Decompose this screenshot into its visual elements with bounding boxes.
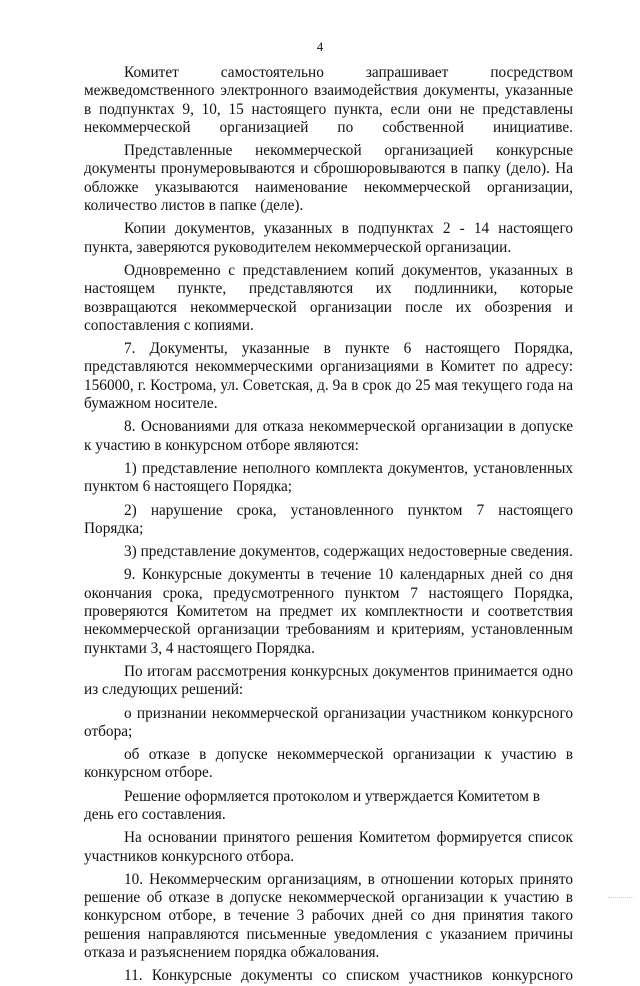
list-item-decision-refuse: об отказе в допуске некоммерческой организации к участию в конкурсном отборе.: [84, 746, 573, 782]
paragraph-item-11-start: 11. Конкурсные документы со списком участников конкурсного: [124, 967, 573, 985]
paragraph-decisions-intro: По итогам рассмотрения конкурсных документов принимается одно из следующих решений:: [84, 662, 573, 699]
paragraph-item-10-notice: 10. Некоммерческим организациям, в отношении которых принято решение об отказе в допуске некоммерческой организации к участию в конкурсном отборе, в течение 3 рабочих дней со дня принятия такого решения направляются письменные уведомления с указанием причины отказа и разъяснением порядка обжалования.: [84, 870, 573, 962]
paragraph-item-9-review: 9. Конкурсные документы в течение 10 календарных дней со дня окончания срока, предусмотренного пунктом 7 настоящего Порядка, проверяются Комитетом на предмет их комплектности и соответствия некоммерческой организации требованиям и критериям, установленным пунктами 3, 4 настоящего Порядка.: [84, 566, 573, 657]
document-body: [84, 64, 573, 986]
paragraph-participants-list: На основании принятого решения Комитетом формируется список участников конкурсного отбора.: [84, 829, 573, 865]
list-item-ground-1: 1) представление неполного комплекта документов, установленных пунктом 6 настоящего Порядка;: [84, 459, 573, 496]
scan-artifact: [608, 897, 634, 902]
page-number: 4: [316, 39, 324, 54]
list-item-decision-admit: о признании некоммерческой организации участником конкурсного отбора;: [84, 704, 573, 740]
paragraph-copies-certified: Копии документов, указанных в подпунктах 2 - 14 настоящего пункта, заверяются руководителем некоммерческой организации.: [84, 220, 573, 256]
list-item-ground-2: 2) нарушение срока, установленного пунктом 7 настоящего Порядка;: [84, 501, 573, 537]
paragraph-documents-numbered: Представленные некоммерческой организацией конкурсные документы пронумеровываются и сброшюровываются в папку (дело). На обложке указываются наименование некоммерческой организации, количество листов в папке (деле).: [84, 142, 573, 215]
paragraph-decision-protocol: Решение оформляется протоколом и утверждается Комитетом в день его составления.: [84, 787, 541, 823]
list-item-ground-3: 3) представление документов, содержащих недостоверные сведения.: [124, 543, 573, 561]
paragraph-item-7-address: 7. Документы, указанные в пункте 6 настоящего Порядка, представляются некоммерческими организациями в Комитет по адресу: 156000, г. Кострома, ул. Советская, д. 9а в срок до 25 мая текущего года на бумажном носителе.: [84, 340, 573, 413]
paragraph-item-8-grounds: 8. Основаниями для отказа некоммерческой организации в допуске к участию в конкурсном отборе являются:: [84, 418, 573, 454]
paragraph-committee-requests: Комитет самостоятельно запрашивает посредством межведомственного электронного взаимодействия документы, указанные в подпунктах 9, 10, 15 настоящего пункта, если они не представлены некоммерческой организацией по собственной инициативе.: [84, 64, 573, 136]
paragraph-originals-returned: Одновременно с представлением копий документов, указанных в настоящем пункте, представляются их подлинники, которые возвращаются некоммерческой организации после их обозрения и сопоставления с копиями.: [84, 261, 573, 334]
